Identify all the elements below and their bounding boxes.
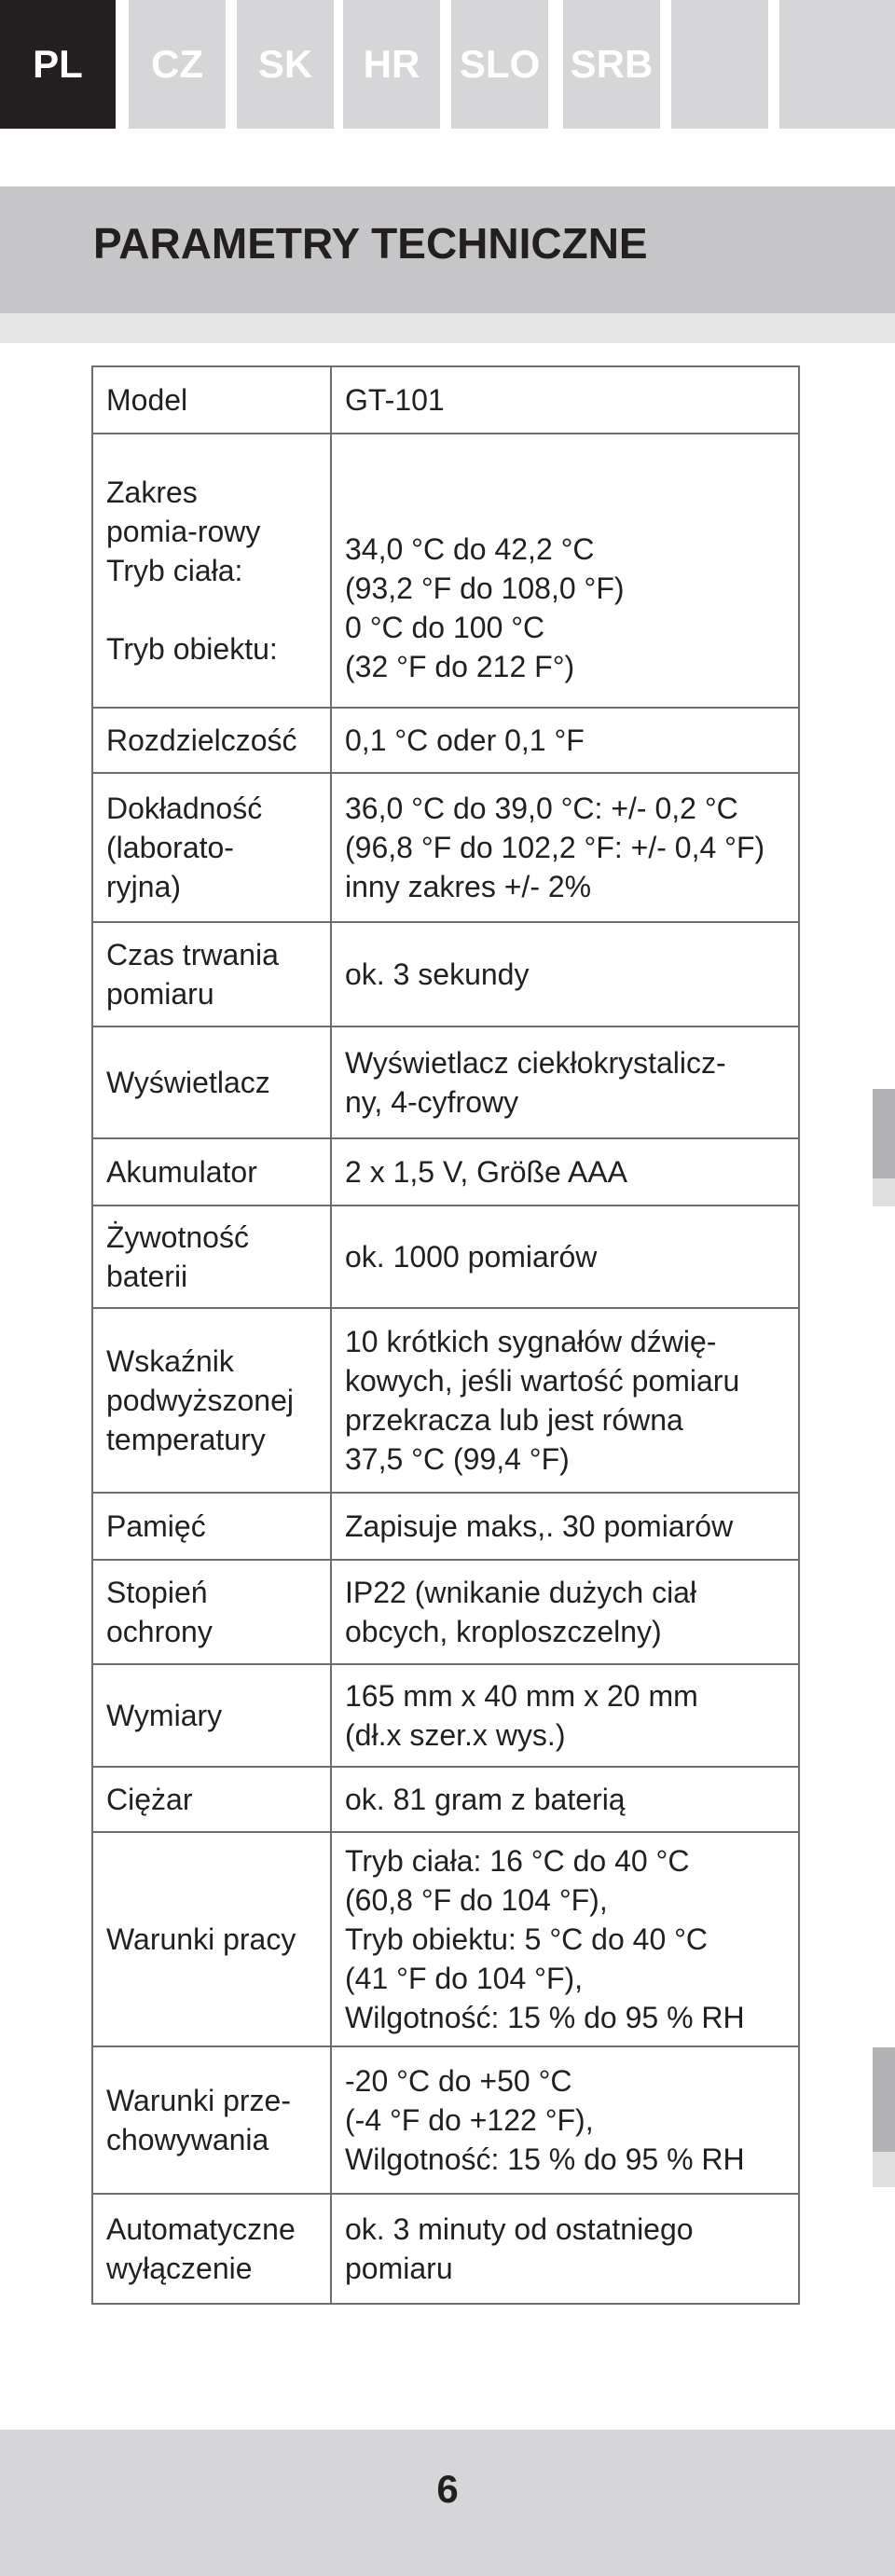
tab-hr[interactable]: HR <box>343 0 440 129</box>
tab-cz[interactable]: CZ <box>129 0 226 129</box>
table-row <box>92 1560 799 1664</box>
page-footer <box>0 2430 895 2576</box>
row-label: Wymiary <box>92 1664 331 1767</box>
row-label: Automatyczne wyłączenie <box>92 2194 331 2304</box>
title-band <box>0 186 895 313</box>
tab-blank <box>779 0 895 129</box>
row-label: Czas trwania pomiaru <box>92 922 331 1026</box>
side-marker <box>873 2152 895 2187</box>
table-row <box>92 1493 799 1560</box>
table-row <box>92 434 799 708</box>
table-row <box>92 1138 799 1205</box>
page-title: PARAMETRY TECHNICZNE <box>93 219 648 268</box>
row-value: GT-101 <box>331 366 799 434</box>
row-label: Żywotność baterii <box>92 1205 331 1308</box>
row-value: -20 °C do +50 °C (-4 °F do +122 °F), Wilgotność: 15 % do 95 % RH <box>331 2046 799 2194</box>
row-value: ok. 81 gram z baterią <box>331 1767 799 1832</box>
row-value: 165 mm x 40 mm x 20 mm (dł.x szer.x wys.) <box>331 1664 799 1767</box>
row-label: Pamięć <box>92 1493 331 1560</box>
tab-blank <box>671 0 768 129</box>
row-label: Wskaźnik podwyższonej temperatury <box>92 1308 331 1493</box>
table-row <box>92 1832 799 2046</box>
row-value: Zapisuje maks,. 30 pomiarów <box>331 1493 799 1560</box>
row-value: 10 krótkich sygnałów dźwię- kowych, jeśli wartość pomiaru przekracza lub jest równa 37,5 °C (99,4 °F) <box>331 1308 799 1493</box>
row-value: 36,0 °C do 39,0 °C: +/- 0,2 °C (96,8 °F do 102,2 °F: +/- 0,4 °F) inny zakres +/- 2% <box>331 773 799 922</box>
technical-parameters-table <box>91 365 800 2305</box>
row-value: IP22 (wnikanie dużych ciał obcych, kroploszczelny) <box>331 1560 799 1664</box>
row-value: ok. 1000 pomiarów <box>331 1205 799 1308</box>
row-value: 2 x 1,5 V, Größe AAA <box>331 1138 799 1205</box>
table-row <box>92 366 799 434</box>
title-divider <box>0 313 895 343</box>
row-label: Warunki pracy <box>92 1832 331 2046</box>
language-tabs <box>0 0 895 129</box>
table-row <box>92 773 799 922</box>
page-number: 6 <box>436 2467 459 2511</box>
table-row <box>92 1026 799 1138</box>
row-value: 34,0 °C do 42,2 °C (93,2 °F do 108,0 °F) 0 °C do 100 °C (32 °F do 212 F°) <box>331 434 799 708</box>
tab-pl[interactable]: PL <box>0 0 116 129</box>
table-row <box>92 1767 799 1832</box>
tab-slo[interactable]: SLO <box>451 0 548 129</box>
row-label: Warunki prze- chowywania <box>92 2046 331 2194</box>
row-value: ok. 3 sekundy <box>331 922 799 1026</box>
tab-sk[interactable]: SK <box>237 0 334 129</box>
row-label: Stopień ochrony <box>92 1560 331 1664</box>
tab-srb[interactable]: SRB <box>563 0 660 129</box>
row-label: Rozdzielczość <box>92 708 331 773</box>
table-row <box>92 1664 799 1767</box>
side-marker <box>873 1089 895 1178</box>
table-row <box>92 2046 799 2194</box>
table-row <box>92 1205 799 1308</box>
row-label: Akumulator <box>92 1138 331 1205</box>
table-row <box>92 2194 799 2304</box>
row-value: ok. 3 minuty od ostatniego pomiaru <box>331 2194 799 2304</box>
side-marker <box>873 2047 895 2152</box>
side-marker <box>873 1178 895 1206</box>
row-label: Ciężar <box>92 1767 331 1832</box>
row-value: Wyświetlacz ciekłokrystalicz- ny, 4-cyfrowy <box>331 1026 799 1138</box>
row-value: 0,1 °C oder 0,1 °F <box>331 708 799 773</box>
table-row <box>92 922 799 1026</box>
row-label: Model <box>92 366 331 434</box>
table-row <box>92 708 799 773</box>
table-row <box>92 1308 799 1493</box>
row-label: Wyświetlacz <box>92 1026 331 1138</box>
row-value: Tryb ciała: 16 °C do 40 °C (60,8 °F do 104 °F), Tryb obiektu: 5 °C do 40 °C (41 °F do 104 °F), Wilgotność: 15 % do 95 % RH <box>331 1832 799 2046</box>
row-label: Dokładność (laborato- ryjna) <box>92 773 331 922</box>
row-label: Zakres pomia-rowy Tryb ciała: Tryb obiektu: <box>92 434 331 708</box>
